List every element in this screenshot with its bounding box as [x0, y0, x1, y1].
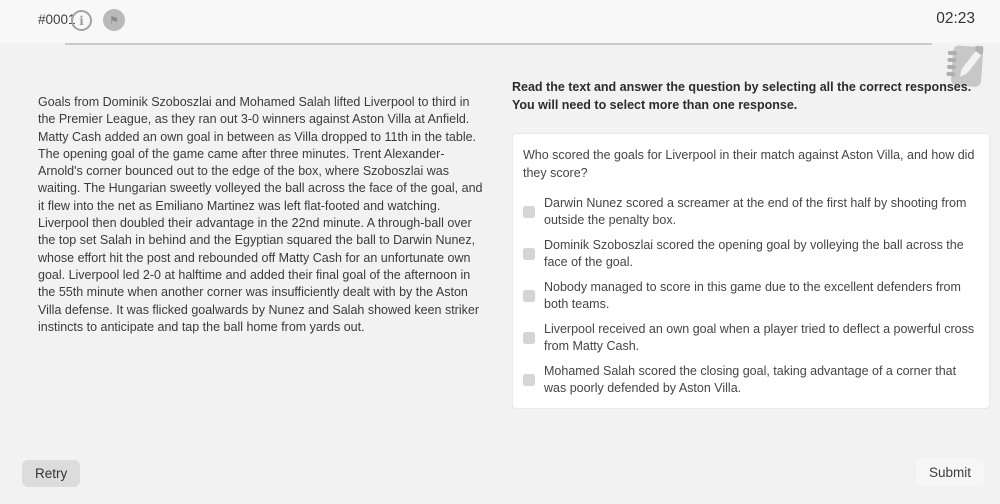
answer-option-3[interactable] — [521, 279, 977, 312]
answer-option-5[interactable] — [521, 363, 977, 396]
answer-option-2[interactable] — [521, 237, 977, 270]
answer-option-4[interactable] — [521, 321, 977, 354]
question-card — [512, 133, 990, 409]
options-list — [521, 195, 977, 396]
checkbox-icon[interactable] — [523, 374, 535, 386]
checkbox-icon[interactable] — [523, 206, 535, 218]
option-label: Dominik Szoboszlai scored the opening goal by volleying the ball across the face of the goal. — [544, 238, 964, 269]
header — [0, 0, 1000, 43]
flag-icon[interactable] — [103, 9, 125, 31]
option-label: Nobody managed to score in this game due to the excellent defenders from both teams. — [544, 280, 961, 311]
info-icon[interactable] — [71, 10, 92, 31]
checkbox-icon[interactable] — [523, 248, 535, 260]
retry-button[interactable]: Retry — [22, 460, 80, 487]
option-label: Mohamed Salah scored the closing goal, taking advantage of a corner that was poorly defended by Aston Villa. — [544, 364, 957, 395]
question-number: #0001 — [38, 12, 76, 27]
header-divider — [65, 43, 932, 45]
option-label: Liverpool received an own goal when a player tried to deflect a powerful cross from Matty Cash. — [544, 322, 975, 353]
submit-button[interactable]: Submit — [916, 459, 984, 486]
question-text: Who scored the goals for Liverpool in their match against Aston Villa, and how did they score? — [523, 148, 975, 180]
flag-icon-glyph: ⚑ — [109, 14, 119, 27]
task-instructions: Read the text and answer the question by selecting all the correct responses. You will need to select more than one response. — [512, 80, 972, 112]
timer: 02:23 — [936, 10, 975, 27]
checkbox-icon[interactable] — [523, 290, 535, 302]
reading-passage: Goals from Dominik Szoboszlai and Mohamed Salah lifted Liverpool to third in the Premier League, as they ran out 3-0 winners against Aston Villa at Anfield. Matty Cash added an own goal in between as Villa dropped to 11th in the table. The opening goal of the game came after three minutes. Trent Alexander-Arnold's corner bounced out to the edge of the box, where Szoboszlai was waiting. The Hungarian sweetly volleyed the ball across the face of the goal, and it flew into the net as Emiliano Martinez was left flat-footed and watching. Liverpool then doubled their advantage in the 22nd minute. A through-ball over the top set Salah in behind and the Egyptian squared the ball to Darwin Nunez, whose effort hit the post and rebounded off Matty Cash for an unfortunate own goal. Liverpool led 2-0 at halftime and added their final goal of the afternoon in the 55th minute when another corner was insufficiently dealt with by the Aston Villa defense. It was flicked goalwards by Nunez and Salah showed keen striker instincts to anticipate and tap the ball home from yards out. — [38, 95, 483, 334]
checkbox-icon[interactable] — [523, 332, 535, 344]
answer-option-1[interactable] — [521, 195, 977, 228]
info-icon-glyph: i — [79, 13, 84, 28]
option-label: Darwin Nunez scored a screamer at the end of the first half by shooting from outside the penalty box. — [544, 196, 967, 227]
